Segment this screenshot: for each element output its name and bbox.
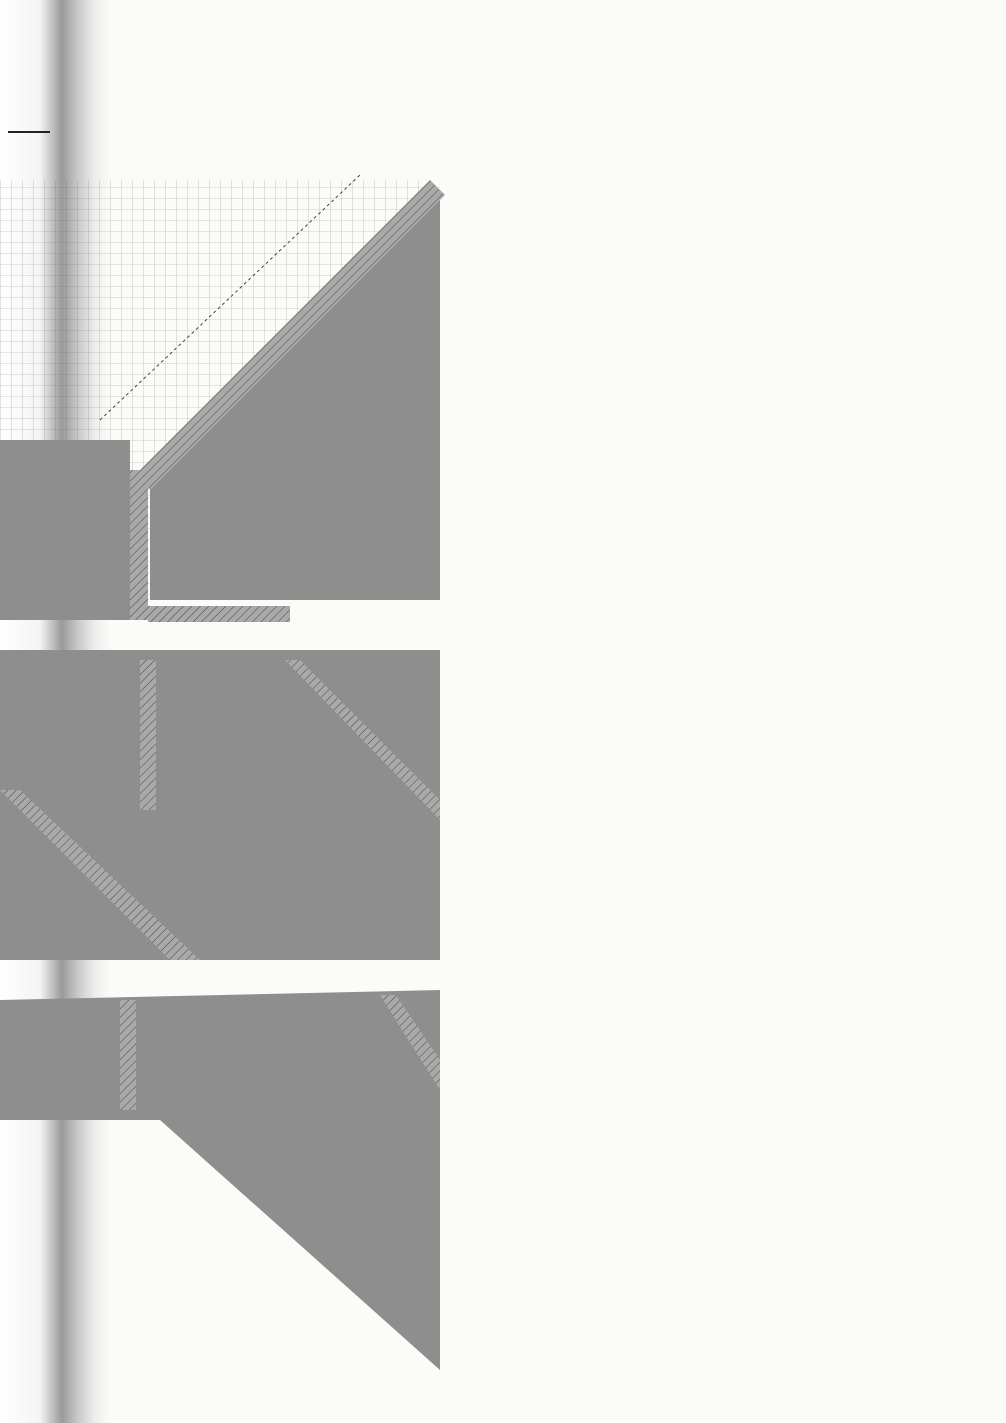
ladder-band-3	[148, 606, 290, 622]
motif-fill-middle	[0, 650, 440, 960]
ladder-band-8	[120, 1000, 136, 1110]
ladder-band-6	[140, 660, 156, 810]
motif-fill-lower	[0, 990, 440, 1370]
motif-fill-left-upper	[0, 440, 130, 620]
ladder-band-2	[130, 470, 148, 620]
